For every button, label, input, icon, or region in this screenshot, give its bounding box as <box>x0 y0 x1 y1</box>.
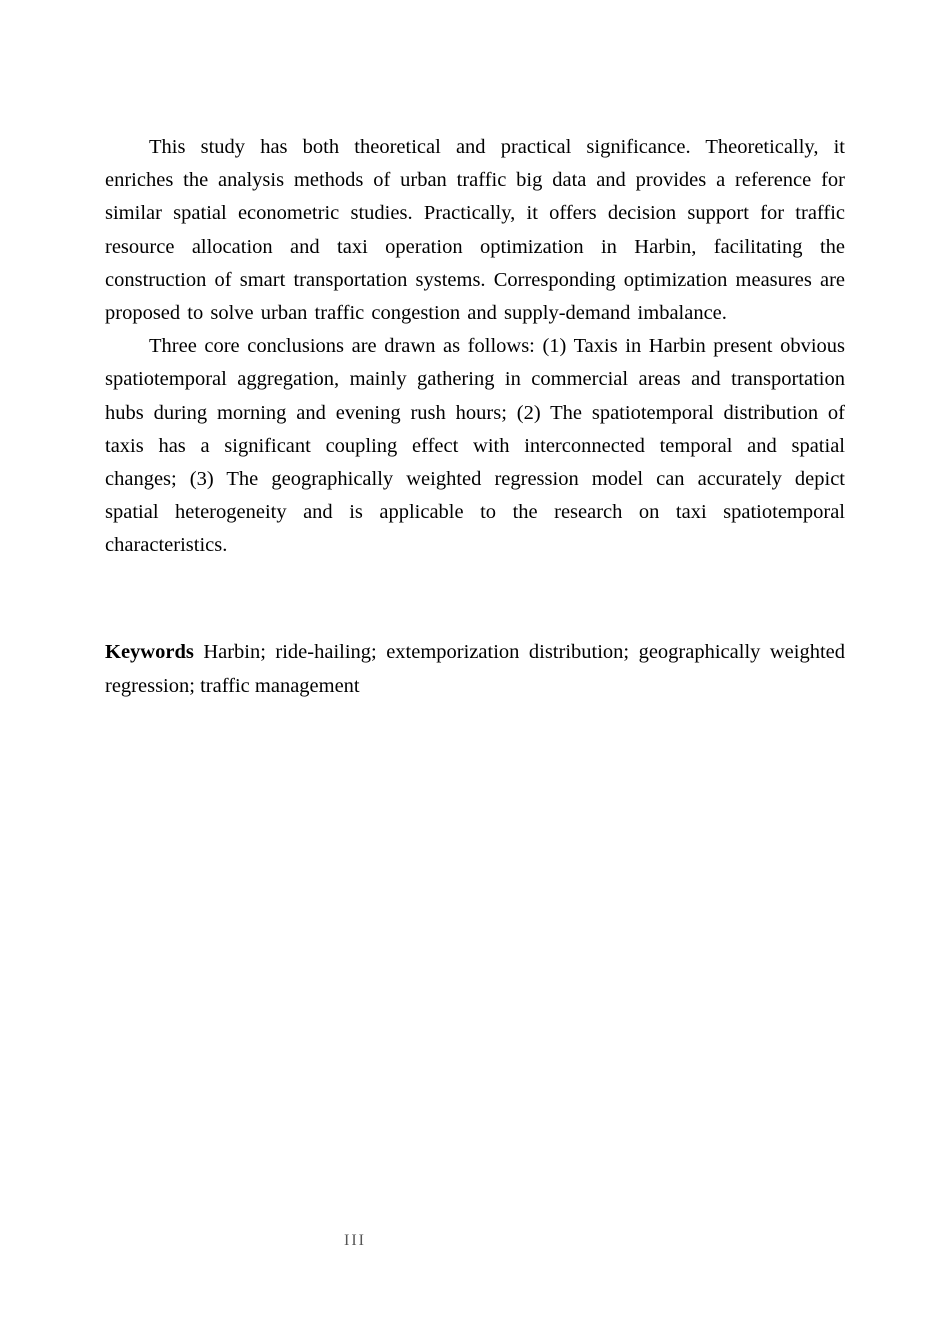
abstract-body <box>105 131 845 563</box>
keywords-label: Keywords <box>105 641 194 663</box>
abstract-paragraph-significance: This study has both theoretical and practical significance. Theoretically, it enriches the analysis methods of urban traffic big data and provides a reference for similar spatial econometric studies. Practically, it offers decision support for traffic resource allocation and taxi operation optimization in Harbin, facilitating the construction of smart transportation systems. Corresponding optimization measures are proposed to solve urban traffic congestion and supply-demand imbalance. <box>105 136 845 325</box>
page-number: III <box>344 1232 366 1249</box>
keywords-text: Harbin; ride-hailing; extemporization distribution; geographically weighted regression; traffic management <box>105 641 845 697</box>
abstract-paragraph-conclusions: Three core conclusions are drawn as follows: (1) Taxis in Harbin present obvious spatiotemporal aggregation, mainly gathering in commercial areas and transportation hubs during morning and evening rush hours; (2) The spatiotemporal distribution of taxis has a significant coupling effect with interconnected temporal and spatial changes; (3) The geographically weighted regression model can accurately depict spatial heterogeneity and is applicable to the research on taxi spatiotemporal characteristics. <box>105 335 845 557</box>
keywords-line <box>105 636 845 703</box>
